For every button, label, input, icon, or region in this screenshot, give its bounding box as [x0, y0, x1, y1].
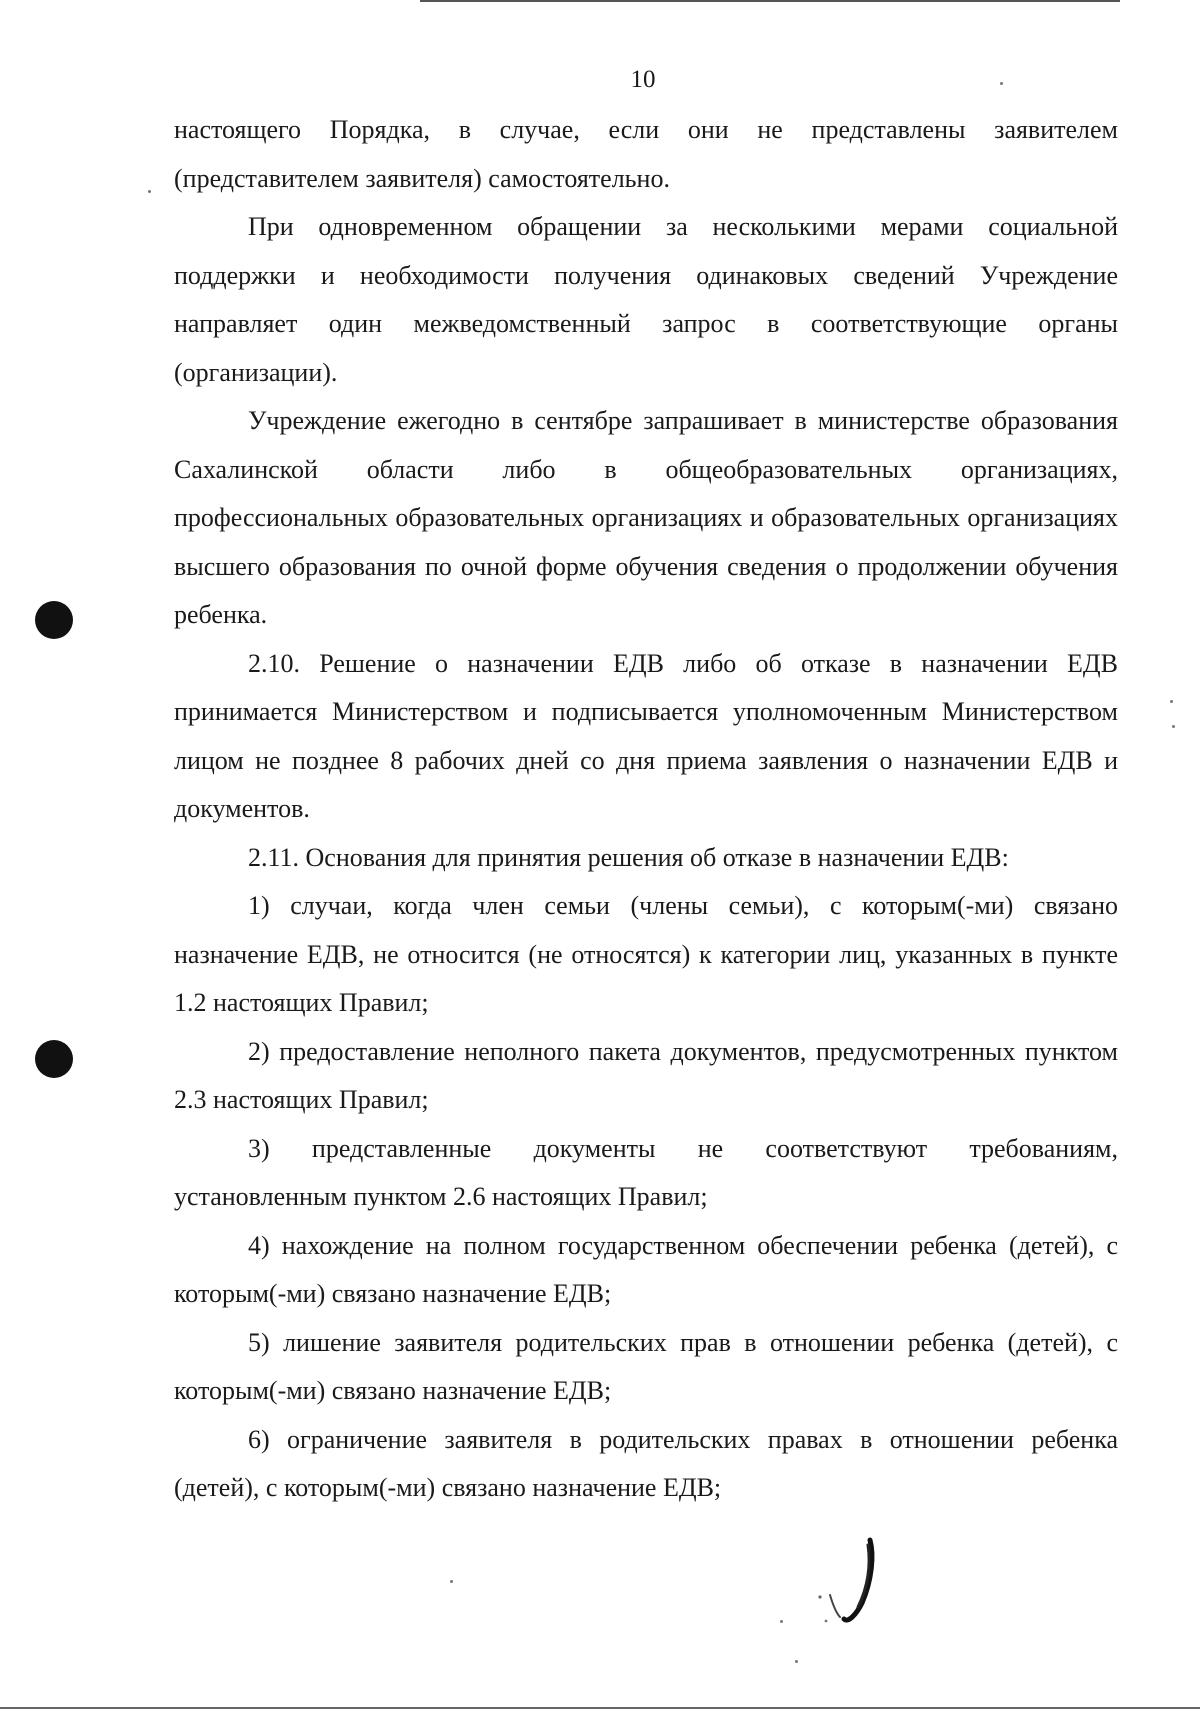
punch-hole-upper [35, 601, 73, 639]
scan-speck [795, 1660, 798, 1663]
paragraph-single-request: При одновременном обращении за несколькими мерами социальной поддержки и необходимости получения одинаковых сведений Учреждение направляет один межведомственный запрос в соответствующие органы (организации). [174, 212, 1118, 387]
scan-speck [780, 1620, 783, 1623]
document-body [174, 106, 1118, 1513]
scan-edge-line-bottom [0, 1707, 1200, 1709]
refusal-ground-4: 4) нахождение на полном государственном обеспечении ребенка (детей), с которым(-ми) связано назначение ЕДВ; [174, 1230, 1118, 1308]
refusal-ground-5: 5) лишение заявителя родительских прав в отношении ребенка (детей), с которым(-ми) связано назначение ЕДВ; [174, 1327, 1118, 1405]
refusal-ground-1: 1) случаи, когда член семьи (члены семьи), с которым(-ми) связано назначение ЕДВ, не относится (не относятся) к категории лиц, указанных в пункте 1.2 настоящих Правил; [174, 891, 1118, 1017]
scan-speck [450, 1580, 453, 1583]
paragraph-education-inquiry: Учреждение ежегодно в сентябре запрашивает в министерстве образования Сахалинской области либо в общеобразовательных организациях, профессиональных образовательных организациях и образовательных организациях высшего образования по очной форме обучения сведения о продолжении обучения ребенка. [174, 406, 1118, 629]
paragraph-continuation: настоящего Порядка, в случае, если они не представлены заявителем (представителем заявителя) самостоятельно. [174, 115, 1118, 193]
scan-edge-line-top [420, 0, 1120, 2]
punch-hole-lower [35, 1040, 73, 1078]
clause-2-10: 2.10. Решение о назначении ЕДВ либо об отказе в назначении ЕДВ принимается Министерством и подписывается уполномоченным Министерством лицом не позднее 8 рабочих дней со дня приема заявления о назначении ЕДВ и документов. [174, 648, 1118, 823]
refusal-ground-6: 6) ограничение заявителя в родительских правах в отношении ребенка (детей), с которым(-ми) связано назначение ЕДВ; [174, 1424, 1118, 1502]
scan-speck [1170, 700, 1173, 703]
refusal-ground-2: 2) предоставление неполного пакета документов, предусмотренных пунктом 2.3 настоящих Правил; [174, 1036, 1118, 1114]
scan-speck [148, 190, 151, 193]
clause-2-11-heading: 2.11. Основания для принятия решения об отказе в назначении ЕДВ: [248, 842, 1009, 872]
initials-signature [800, 1535, 890, 1635]
scan-speck [1000, 82, 1003, 85]
page-number: 10 [630, 66, 656, 93]
scan-speck [1172, 725, 1175, 728]
refusal-ground-3: 3) представленные документы не соответствуют требованиям, установленным пунктом 2.6 настоящих Правил; [174, 1133, 1118, 1211]
